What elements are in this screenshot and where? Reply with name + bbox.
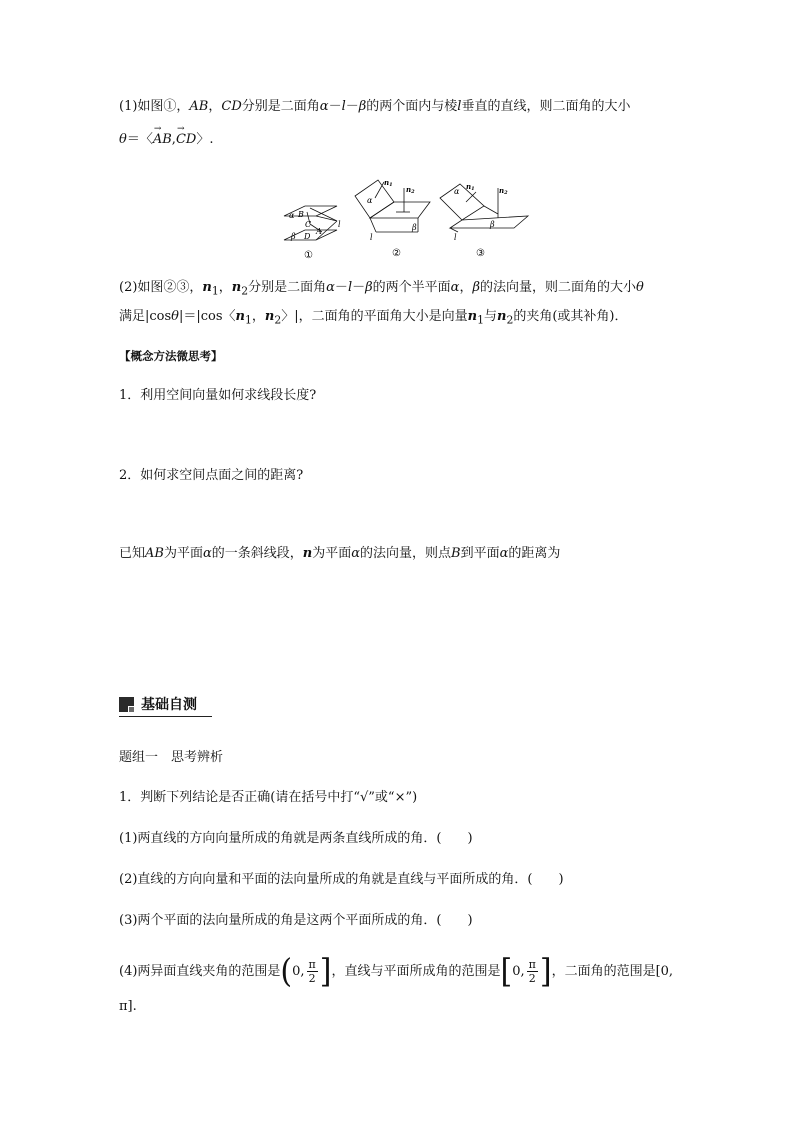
text: (1)如图①， (119, 99, 190, 114)
text: － (334, 280, 348, 295)
judge-item-4-cont: π]. (119, 999, 137, 1014)
denominator: 2 (528, 972, 536, 985)
fig1-C: C (305, 220, 312, 229)
judge-instruction: 1．判断下列结论是否正确(请在括号中打“√”或“×”) (119, 790, 418, 805)
text: , (171, 132, 176, 147)
bracket-close: ] (539, 952, 552, 991)
para2-line1 (119, 278, 644, 302)
figure-label-3: ③ (476, 248, 485, 259)
text: 〉|，二面角的平面角大小是向量 (281, 309, 468, 324)
text: ，二面角的范围是[0, (551, 964, 674, 979)
fig3-n1: n1 (466, 182, 475, 192)
para2-line2 (119, 307, 628, 331)
paren-open: ( (280, 952, 293, 991)
fraction-pi-over-2 (527, 958, 538, 985)
text: 的法向量，则点 (360, 546, 452, 561)
var-l: l (347, 280, 353, 295)
numerator: π (528, 958, 536, 971)
fig2-beta: β (412, 223, 417, 232)
var-l: l (341, 99, 346, 114)
text: ， (459, 280, 473, 295)
text: (2)如图②③， (119, 280, 203, 295)
section-square-icon (119, 697, 134, 712)
text: 的距离为 (508, 546, 561, 561)
subscript: 2 (241, 284, 249, 298)
para1-line2 (119, 130, 213, 150)
text: － (328, 99, 342, 114)
var-AB: AB (189, 99, 209, 114)
var-beta: β (472, 280, 480, 295)
figure-label-1: ① (304, 250, 313, 261)
var-alpha: α (450, 280, 460, 295)
var-l: l (457, 99, 462, 114)
para1-line1 (119, 97, 630, 117)
var-theta: θ (171, 309, 179, 324)
text: 满足|cos (119, 309, 172, 324)
text: 的夹角(或其补角)． (513, 309, 628, 324)
text: 垂直的直线，则二面角的大小 (461, 99, 631, 114)
denominator: 2 (308, 972, 316, 985)
text: 的两个半平面 (372, 280, 451, 295)
text: |＝|cos〈 (179, 309, 236, 324)
bracket-close: ] (319, 952, 332, 991)
text: ， (251, 309, 265, 324)
fig1-D: D (304, 232, 311, 241)
text: 到平面 (460, 546, 500, 561)
fig3-n2: n2 (499, 186, 508, 196)
vector-n2: n (231, 280, 242, 295)
fig2-alpha: α (367, 196, 373, 205)
var-beta: β (365, 280, 373, 295)
var-B: B (451, 546, 461, 561)
text: ， (218, 280, 232, 295)
text: 0, (512, 964, 525, 979)
text: (4)两异面直线夹角的范围是 (119, 964, 281, 979)
text: － (345, 99, 359, 114)
text: 已知 (119, 546, 146, 561)
var-beta: β (358, 99, 367, 114)
var-alpha: α (319, 99, 329, 114)
text: 分别是二面角 (241, 99, 320, 114)
text: ＝〈 (126, 132, 153, 147)
var-alpha: α (202, 546, 212, 561)
fraction-pi-over-2 (307, 958, 318, 985)
figure-label-2: ② (392, 248, 401, 259)
fig1-l: l (338, 220, 341, 229)
judge-item-4 (119, 952, 674, 991)
subscript: 2 (506, 313, 514, 327)
var-theta: θ (635, 280, 644, 295)
subscript: 1 (211, 284, 219, 298)
var-CD: CD (221, 99, 242, 114)
text: － (352, 280, 366, 295)
section-title: 基础自测 (141, 697, 197, 713)
question-1: 1．利用空间向量如何求线段长度? (119, 388, 317, 403)
text: 为平面 (312, 546, 352, 561)
var-theta: θ (119, 132, 127, 147)
fig3-alpha: α (454, 187, 460, 196)
question-2: 2．如何求空间点面之间的距离? (119, 468, 304, 483)
text: ， (208, 99, 222, 114)
vector-n1: n (235, 309, 245, 324)
text: ，直线与平面所成角的范围是 (331, 964, 501, 979)
fig2-l: l (370, 233, 373, 242)
text: 分别是二面角 (248, 280, 327, 295)
fig1-alpha: α (289, 211, 295, 220)
fig1-beta: β (291, 232, 296, 241)
section-heading (119, 695, 212, 717)
text: 的法向量，则二面角的大小 (479, 280, 636, 295)
text: 的两个面内与棱 (366, 99, 458, 114)
text: 0, (292, 964, 305, 979)
fig1-A: A (316, 227, 322, 236)
fig2-n1: n1 (384, 178, 393, 188)
numerator: π (308, 958, 316, 971)
vector-n2: n (264, 309, 275, 324)
vector-n: n (302, 546, 313, 561)
text: 为平面 (163, 546, 203, 561)
text: 与 (483, 309, 497, 324)
var-alpha: α (499, 546, 509, 561)
var-alpha: α (326, 280, 335, 295)
subscript: 1 (245, 313, 252, 327)
dihedral-angle-figures (270, 176, 530, 264)
judge-item-2: (2)直线的方向向量和平面的法向量所成的角就是直线与平面所成的角．( ) (119, 872, 564, 887)
fig3-beta: β (490, 220, 495, 229)
distance-text (119, 544, 560, 564)
vector-CD: → CD (176, 130, 196, 150)
fig3-l: l (454, 233, 457, 242)
think-title: 【概念方法微思考】 (119, 349, 223, 363)
vector-n1: n (467, 309, 478, 324)
fig1-B: B (298, 210, 304, 219)
vector-AB: → AB (153, 130, 172, 150)
judge-item-3: (3)两个平面的法向量所成的角是这两个平面所成的角．( ) (119, 913, 473, 928)
group-title: 题组一 思考辨析 (119, 750, 224, 765)
var-AB: AB (145, 546, 164, 561)
subscript: 1 (477, 313, 484, 327)
fig2-n2: n2 (406, 185, 415, 195)
bracket-open: [ (500, 952, 513, 991)
vector-n2: n (497, 309, 507, 324)
text: 的一条斜线段， (211, 546, 303, 561)
vector-n1: n (202, 280, 212, 295)
judge-item-1: (1)两直线的方向向量所成的角就是两条直线所成的角．( ) (119, 831, 473, 846)
subscript: 2 (274, 313, 282, 327)
var-alpha: α (351, 546, 361, 561)
text: 〉. (196, 132, 214, 147)
